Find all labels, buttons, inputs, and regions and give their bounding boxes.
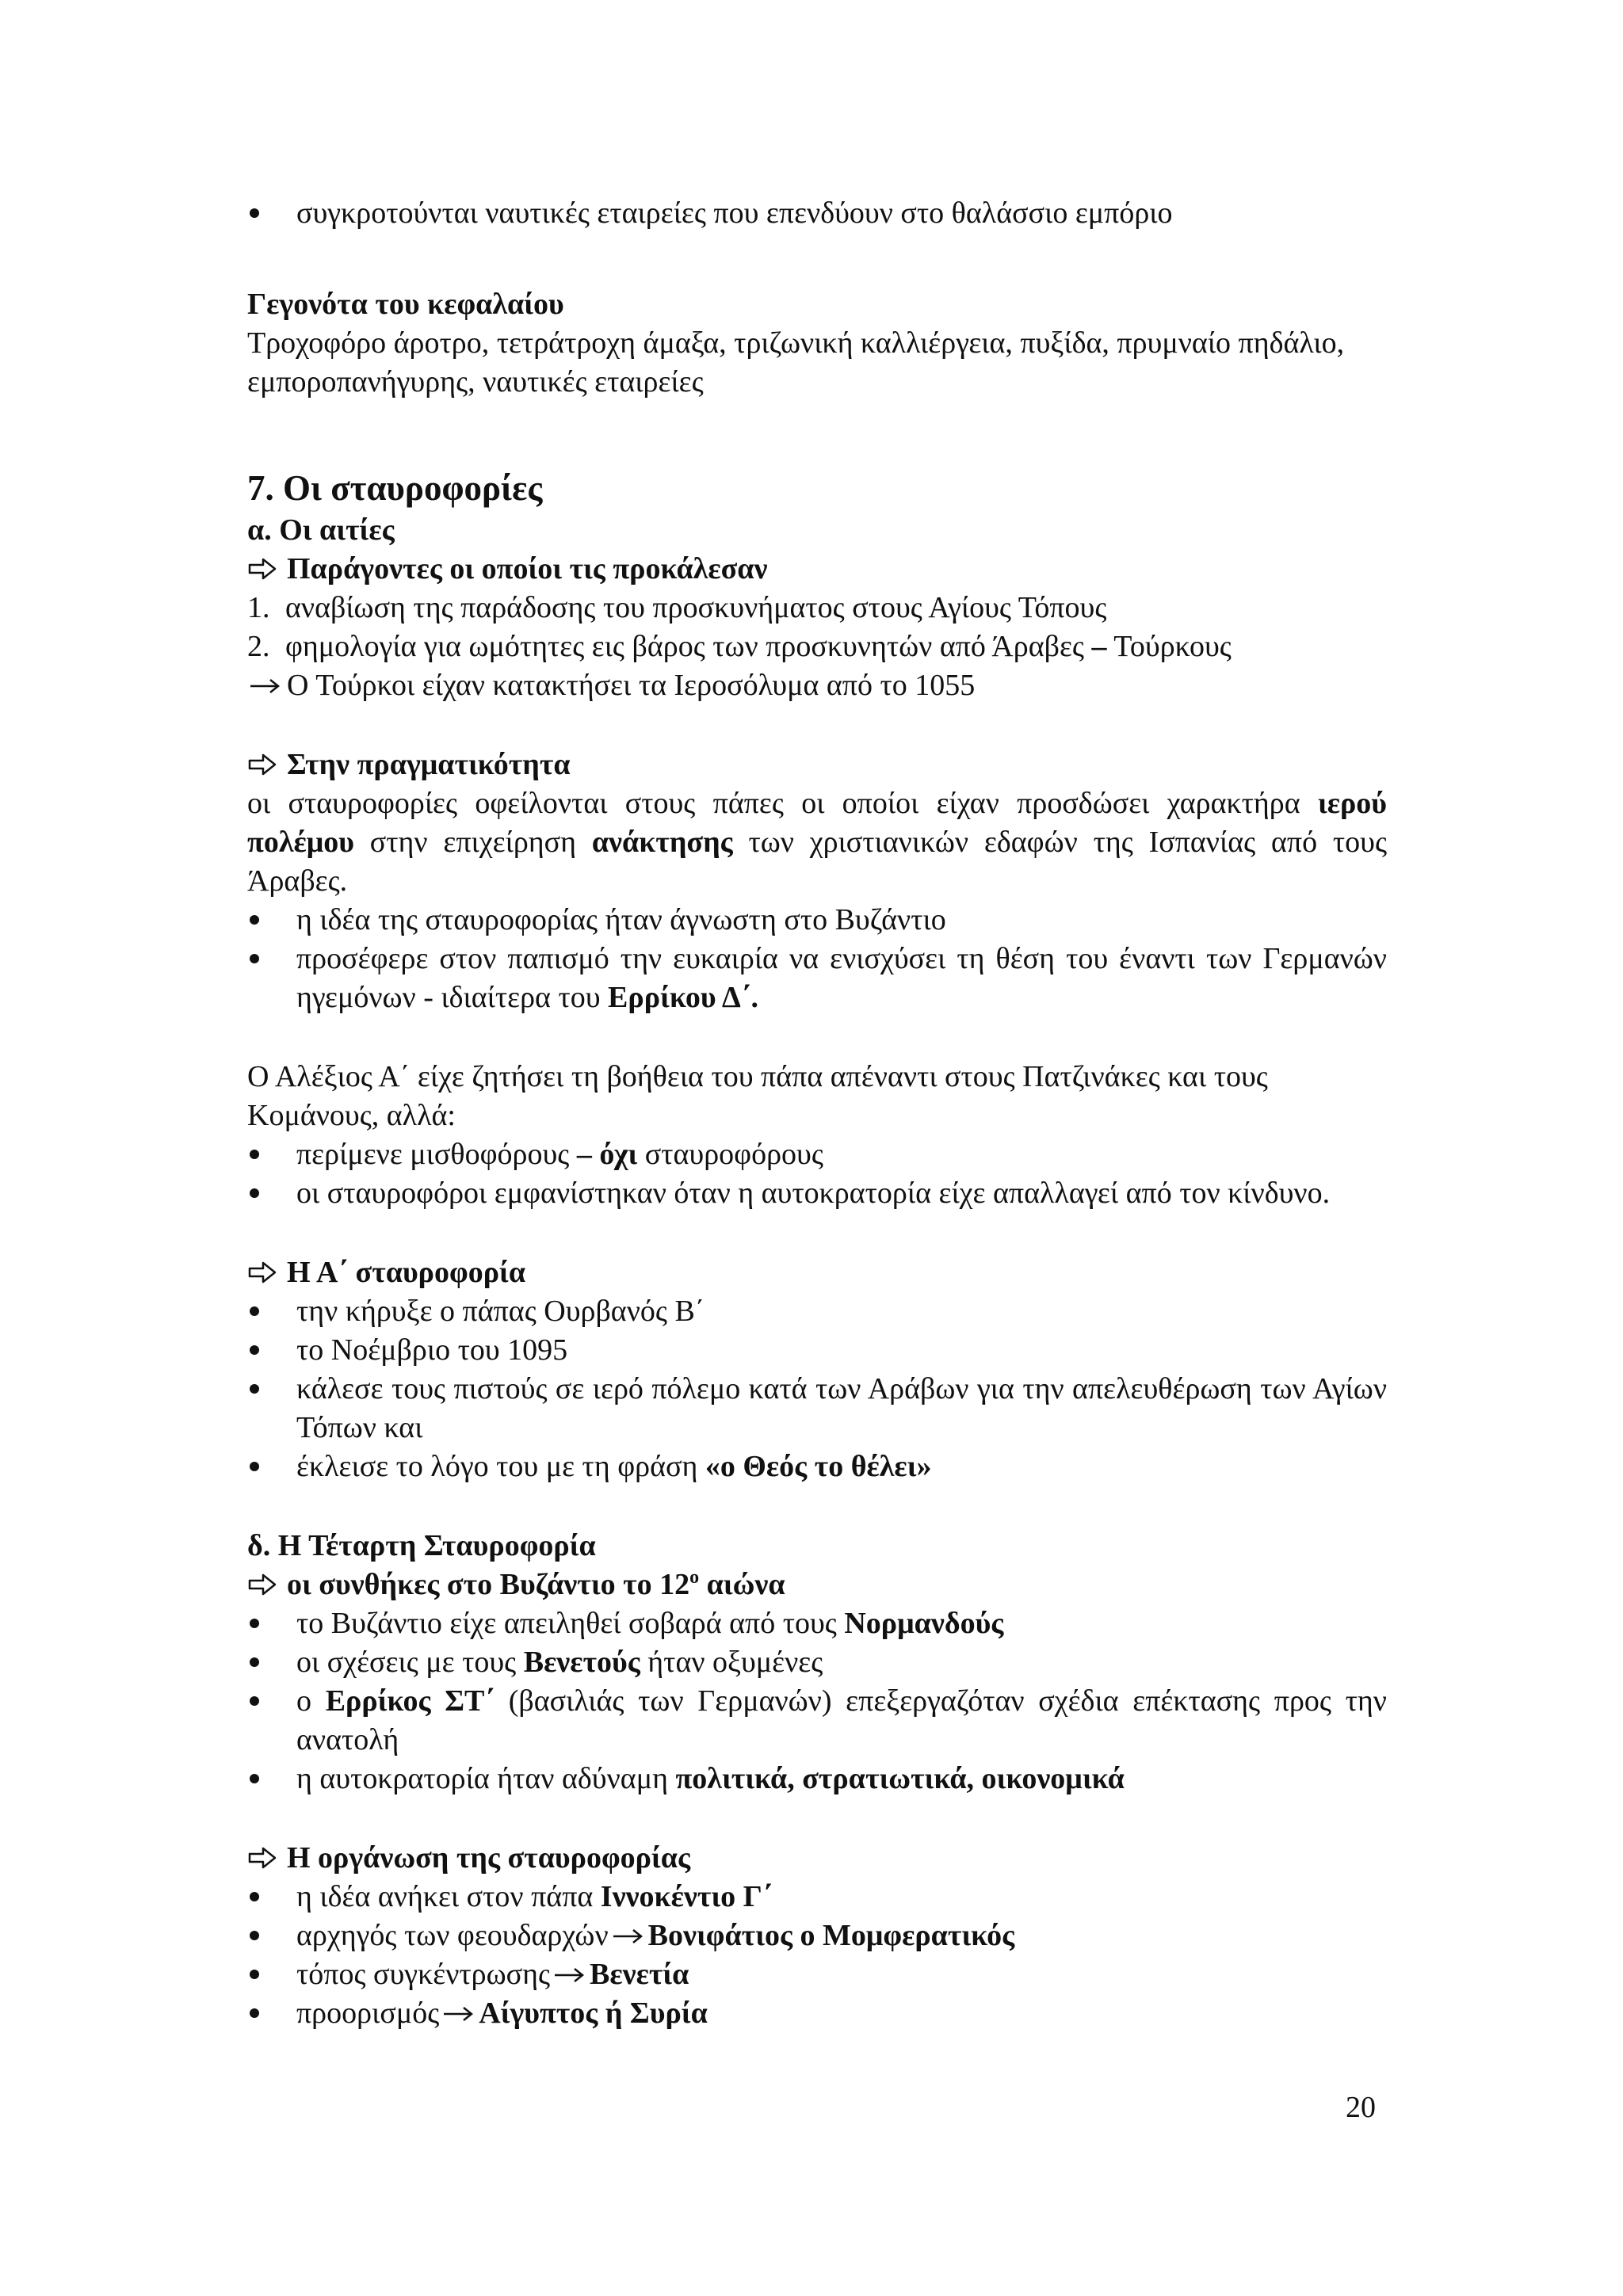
arrow-right-icon [247,1261,277,1284]
organization-heading: Η οργάνωση της σταυροφορίας [247,1839,1387,1878]
list-item: οι σταυροφόροι εμφανίστηκαν όταν η αυτοκρατορία είχε απαλλαγεί από τον κίνδυνο. [247,1174,1387,1213]
arrow-right-icon [247,1573,277,1596]
conditions-heading: οι συνθήκες στο Βυζάντιο το $12^o$ αιώνα [247,1566,1387,1604]
list-item: 1. αναβίωση της παράδοσης του προσκυνήματος στους Αγίους Τόπους [247,591,1107,624]
list-item: αρχηγός των φεουδαρχών Βονιφάτιος ο Μομφερατικός [247,1917,1387,1955]
factors-list [247,589,1387,666]
bullet-icon [250,208,259,218]
bullet-icon [250,1657,259,1667]
alexios-bullets [247,1135,1387,1213]
list-item: η αυτοκρατορία ήταν αδύναμη πολιτικά, στρατιωτικά, οικονομικά [247,1760,1387,1798]
list-item: κάλεσε τους πιστούς σε ιερό πόλεμο κατά των Αράβων για την απελευθέρωση των Αγίων Τόπων και [247,1370,1387,1447]
factors-note: Ο Τούρκοι είχαν κατακτήσει τα Ιεροσόλυμα από το 1055 [247,666,1387,705]
bullet-icon [250,1462,259,1471]
bullet-icon [250,1345,259,1355]
chapter-title: 7. Οι σταυροφορίες [247,468,543,508]
bullet-icon [250,1774,259,1783]
arrow-right-icon [247,557,277,581]
bullet-icon [250,1150,259,1159]
list-item: το Βυζάντιο είχε απειληθεί σοβαρά από τους Νορμανδούς [247,1604,1387,1643]
bullet-icon [250,1696,259,1706]
right-arrow-icon [441,2004,475,2024]
arrow-right-icon [247,753,277,776]
organization-bullets [247,1878,1387,2033]
alexios-text: Ο Αλέξιος Α΄ είχε ζητήσει τη βοήθεια του πάπα απέναντι στους Πατζινάκες και τους Κομάνους, αλλά: [247,1060,1268,1132]
list-item: έκλεισε το λόγο του με τη φράση «ο Θεός το θέλει» [247,1447,1387,1486]
arrow-right-icon [247,1846,277,1870]
list-item: προσέφερε στον παπισμό την ευκαιρία να ενισχύσει τη θέση του έναντι των Γερμανών ηγεμόνων - ιδιαίτερα του Ερρίκου Δ΄. [247,940,1387,1017]
list-item: η ιδέα ανήκει στον πάπα Ιννοκέντιο Γ΄ [247,1878,1387,1917]
bullet-icon [250,1306,259,1316]
list-item: ο Ερρίκος ΣΤ΄ (βασιλιάς των Γερμανών) επεξεργαζόταν σχέδια επέκτασης προς την ανατολή [247,1682,1387,1760]
list-item: οι σχέσεις με τους Βενετούς ήταν οξυμένες [247,1643,1387,1682]
bullet-icon [250,1931,259,1940]
bullet-icon [250,915,259,925]
right-arrow-icon [247,676,282,696]
list-item: η ιδέα της σταυροφορίας ήταν άγνωστη στο Βυζάντιο [247,901,1387,940]
conditions-bullets [247,1604,1387,1798]
list-item: περίμενε μισθοφόρους – όχι σταυροφόρους [247,1135,1387,1174]
bullet-icon [250,1188,259,1198]
bullet-icon [250,2008,259,2018]
bullet-icon [250,1384,259,1394]
right-arrow-icon [552,1965,586,1985]
facts-text: Τροχοφόρο άροτρο, τετράτροχη άμαξα, τριζωνική καλλιέργεια, πυξίδα, πρυμναίο πηδάλιο, εμποροπανήγυρης, ναυτικές εταιρείες [247,326,1345,399]
bullet-icon [250,954,259,963]
list-item: συγκροτούνται ναυτικές εταιρείες που επενδύουν στο θαλάσσιο εμπόριο [247,194,1387,233]
reality-bullets [247,901,1387,1017]
top-bullet-list [247,194,1387,233]
first-crusade-heading: Η Α΄ σταυροφορία [247,1253,1387,1292]
list-item: προορισμός Αίγυπτος ή Συρία [247,1994,1387,2033]
page-number: 20 [1346,2091,1376,2124]
list-item: τόπος συγκέντρωσης Βενετία [247,1955,1387,1994]
right-arrow-icon [610,1926,645,1947]
document-page [247,194,1387,2033]
bullet-icon [250,1970,259,1979]
list-item: την κήρυξε ο πάπας Ουρβανός Β΄ [247,1292,1387,1331]
list-item: το Νοέμβριο του 1095 [247,1331,1387,1370]
bullet-icon [250,1619,259,1628]
bullet-icon [250,1892,259,1901]
reality-text: οι σταυροφορίες οφείλονται στους πάπες οι οποίοι είχαν προσδώσει χαρακτήρα ιερού πολέμου στην επιχείρηση ανάκτησης των χριστιανικών εδαφών της Ισπανίας από τους Άραβες. [247,787,1387,898]
first-crusade-bullets [247,1292,1387,1486]
factors-heading: Παράγοντες οι οποίοι τις προκάλεσαν [247,550,1387,589]
reality-heading: Στην πραγματικότητα [247,746,1387,784]
facts-heading: Γεγονότα του κεφαλαίου [247,288,564,321]
subheading-causes: α. Οι αιτίες [247,513,395,547]
list-item: 2. φημολογία για ωμότητες εις βάρος των προσκυνητών από Άραβες – Τούρκους [247,630,1232,663]
fourth-crusade-heading: δ. Η Τέταρτη Σταυροφορία [247,1529,596,1562]
